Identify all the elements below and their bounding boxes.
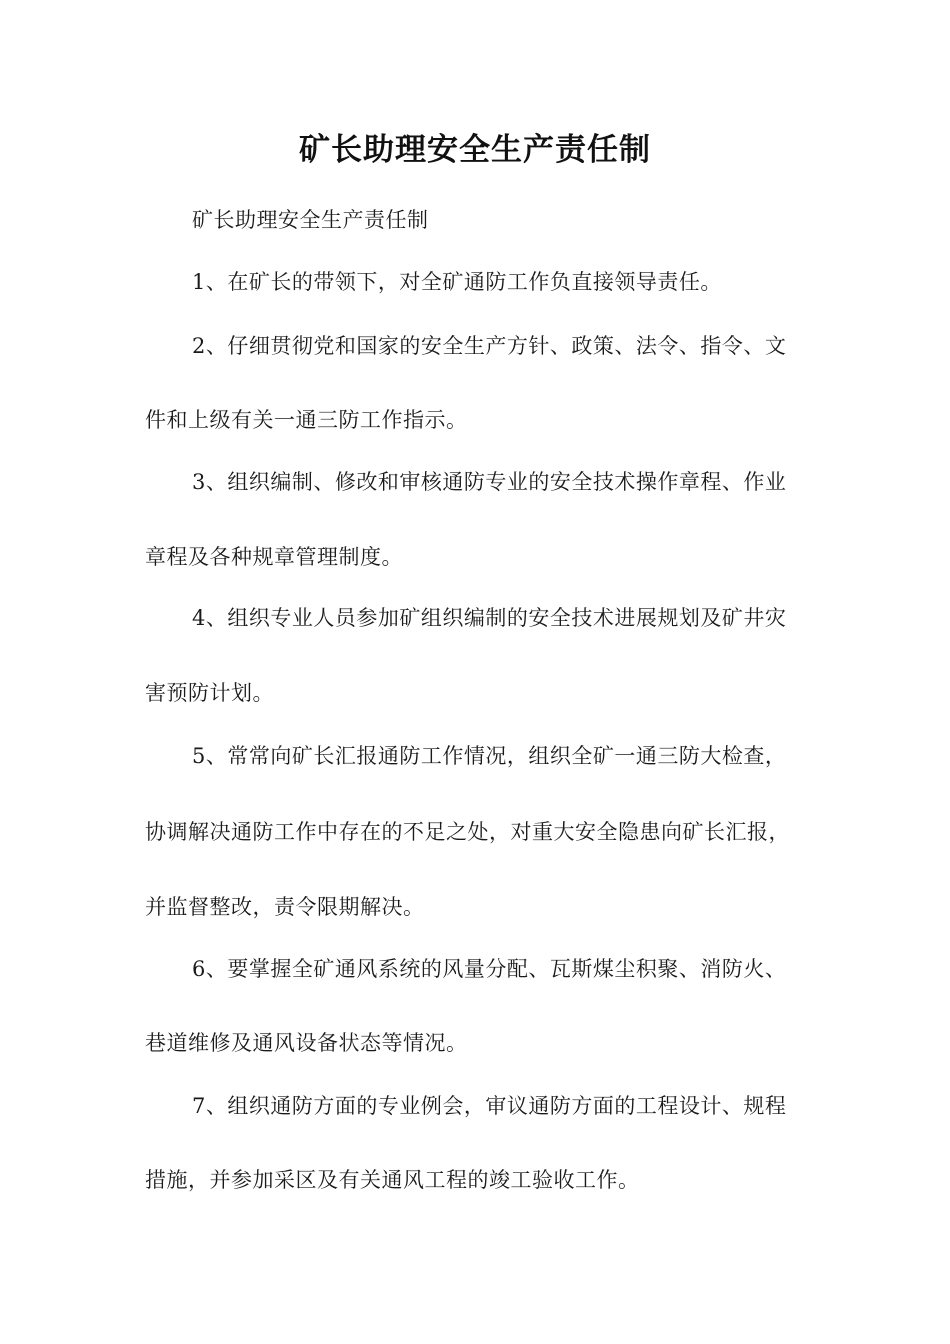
item-5-line-2: 协调解决通防工作中存在的不足之处，对重大安全隐患向矿长汇报，	[145, 820, 790, 844]
item-7-line-2: 措施，并参加采区及有关通风工程的竣工验收工作。	[145, 1168, 640, 1192]
item-6-line-1: 6、要掌握全矿通风系统的风量分配、瓦斯煤尘积聚、消防火、	[192, 957, 787, 981]
item-6-line-2: 巷道维修及通风设备状态等情况。	[145, 1031, 468, 1055]
item-3-line-2: 章程及各种规章管理制度。	[145, 545, 403, 569]
item-1-line: 1、在矿长的带领下，对全矿通防工作负直接领导责任。	[192, 270, 722, 294]
item-2-line-2: 件和上级有关一通三防工作指示。	[145, 408, 468, 432]
item-7-line-1: 7、组织通防方面的专业例会，审议通防方面的工程设计、规程	[192, 1094, 787, 1118]
subtitle-line: 矿长助理安全生产责任制	[192, 208, 429, 232]
item-2-line-1: 2、仔细贯彻党和国家的安全生产方针、政策、法令、指令、文	[192, 334, 787, 358]
item-4-line-2: 害预防计划。	[145, 681, 274, 705]
item-5-line-1: 5、常常向矿长汇报通防工作情况，组织全矿一通三防大检查，	[192, 744, 787, 768]
item-5-line-3: 并监督整改，责令限期解决。	[145, 895, 425, 919]
item-4-line-1: 4、组织专业人员参加矿组织编制的安全技术进展规划及矿井灾	[192, 606, 787, 630]
page-title: 矿长助理安全生产责任制	[299, 132, 651, 168]
item-3-line-1: 3、组织编制、修改和审核通防专业的安全技术操作章程、作业	[192, 470, 787, 494]
